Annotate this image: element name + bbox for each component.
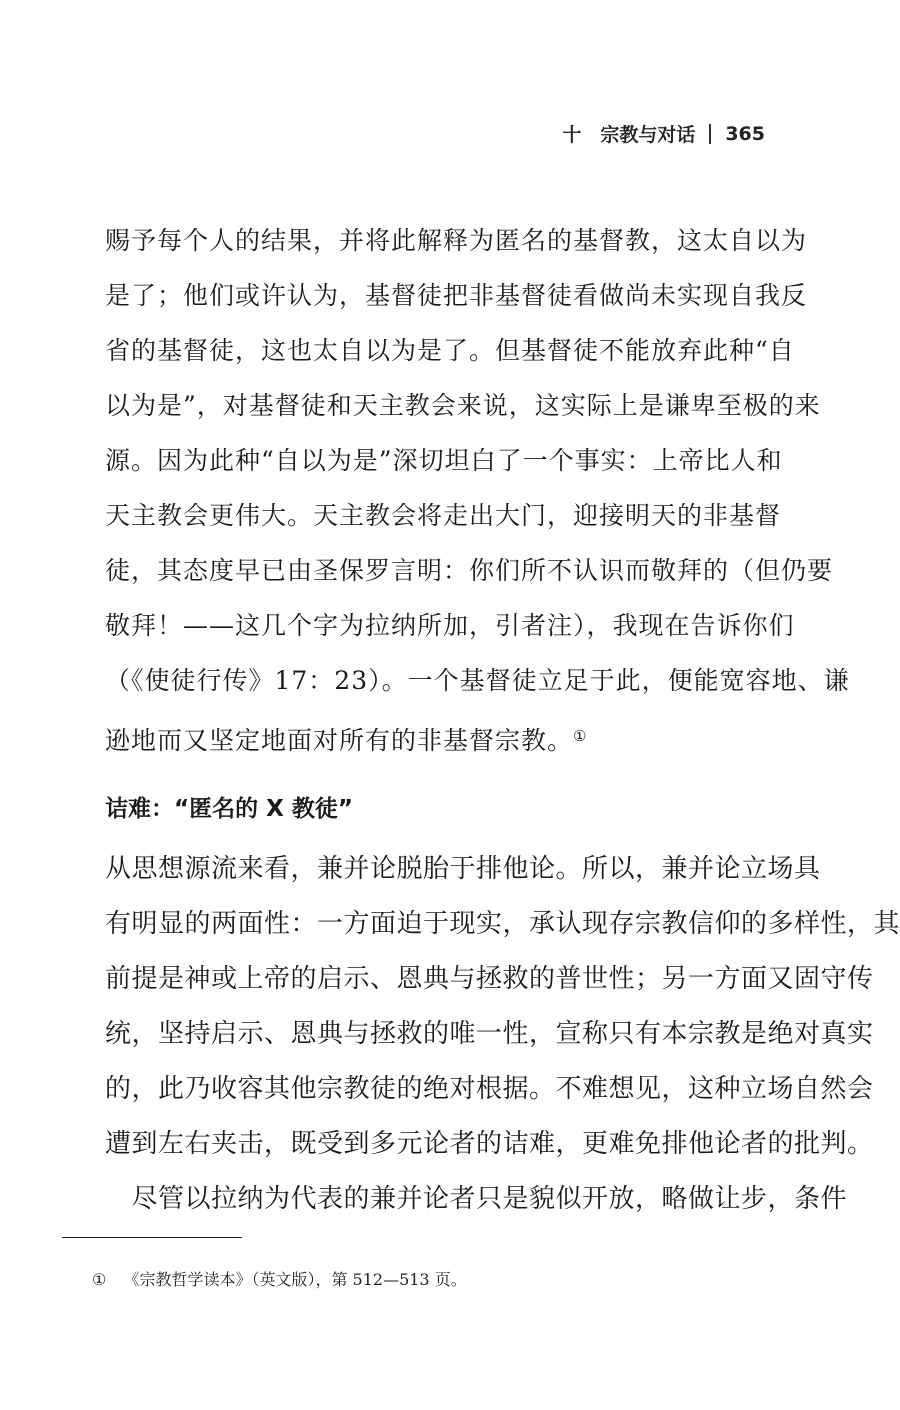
section-heading: 诘难：“匿名的 X 教徒” [105, 796, 353, 822]
footnote-ref[interactable]: ① [573, 727, 588, 745]
footnote-text: 《宗教哲学读本》（英文版），第 512—513 页。 [123, 1270, 467, 1289]
body-line: 统，坚持启示、恩典与拯救的唯一性，宣称只有本宗教是绝对真实 [105, 1019, 874, 1049]
quote-line: 敬拜！——这几个字为拉纳所加，引者注），我现在告诉你们 [105, 611, 795, 640]
quote-line: 是了；他们或许认为，基督徒把非基督徒看做尚未实现自我反 [105, 281, 808, 310]
quote-line: 源。因为此种“自以为是”深切坦白了一个事实：上帝比人和 [105, 446, 783, 475]
quote-line: 以为是”，对基督徒和天主教会来说，这实际上是谦卑至极的来 [105, 391, 821, 420]
quote-line-last [105, 720, 587, 757]
quote-line: 天主教会更伟大。天主教会将走出大门，迎接明天的非基督 [105, 501, 782, 530]
body-line: 的，此乃收容其他宗教徒的绝对根据。不难想见，这种立场自然会 [105, 1074, 874, 1104]
body-line: 从思想源流来看，兼并论脱胎于排他论。所以，兼并论立场具 [105, 854, 821, 884]
header-divider [709, 124, 711, 144]
body-line: 前提是神或上帝的启示、恩典与拯救的普世性；另一方面又固守传 [105, 964, 874, 994]
quote-line: 赐予每个人的结果，并将此解释为匿名的基督教，这太自以为 [105, 226, 808, 255]
body-line: 尽管以拉纳为代表的兼并论者只是貌似开放，略做让步，条件 [105, 1184, 848, 1214]
quote-line: （《使徒行传》17：23）。一个基督徒立足于此，便能宽容地、谦 [105, 666, 850, 695]
body-line: 遭到左右夹击，既受到多元论者的诘难，更难免排他论者的批判。 [105, 1129, 874, 1159]
page-number: 365 [725, 122, 765, 145]
chapter-title: 十 宗教与对话 [562, 124, 696, 146]
footnote [92, 1267, 467, 1290]
running-header [562, 120, 765, 147]
footnote-marker: ① [92, 1270, 107, 1289]
footnote-divider [62, 1237, 242, 1238]
quote-line: 省的基督徒，这也太自以为是了。但基督徒不能放弃此种“自 [105, 336, 795, 365]
quote-line: 徒，其态度早已由圣保罗言明：你们所不认识而敬拜的（但仍要 [105, 556, 834, 585]
body-line: 有明显的两面性：一方面迫于现实，承认现存宗教信仰的多样性，其 [105, 909, 900, 939]
quote-line-text: 逊地而又坚定地面对所有的非基督宗教。 [105, 726, 574, 755]
